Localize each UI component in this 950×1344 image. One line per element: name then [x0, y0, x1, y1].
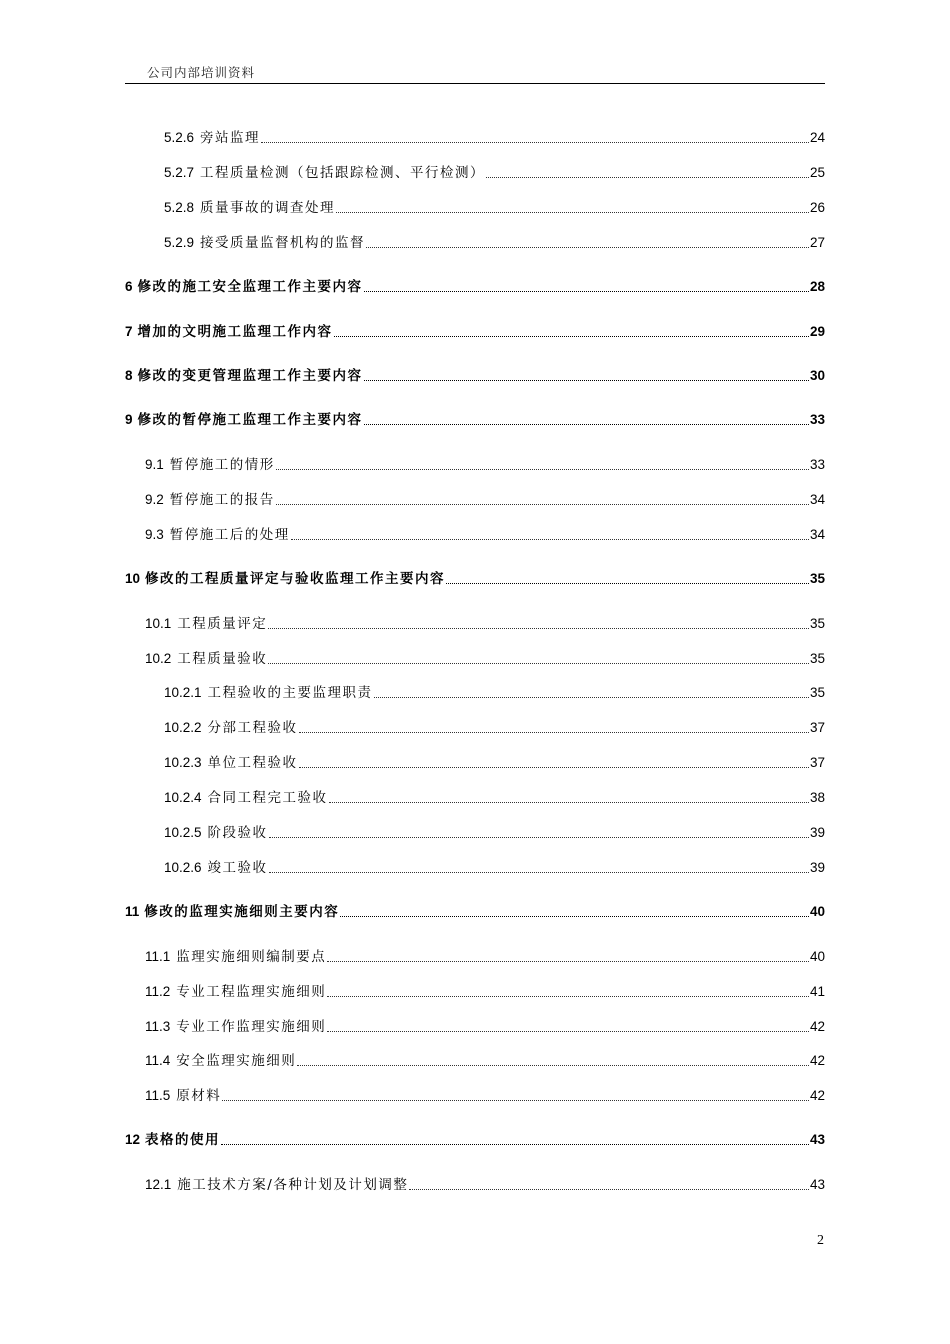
- toc-entry-number: 10.2.5: [164, 825, 202, 840]
- toc-dot-leader: [269, 871, 809, 873]
- toc-entry-number: 10: [125, 571, 141, 586]
- toc-entry-title: 质量事故的调查处理: [200, 200, 336, 216]
- toc-entry-number: 9.3: [145, 527, 164, 542]
- toc-entry[interactable]: [145, 1086, 825, 1106]
- toc-dot-leader: [409, 1188, 809, 1190]
- toc-entry-page: 42: [809, 1019, 825, 1034]
- toc-entry-page: 37: [809, 720, 825, 735]
- toc-entry-number: 10.2.6: [164, 860, 202, 875]
- toc-entry-title: 暂停施工的报告: [169, 492, 275, 508]
- toc-entry-number: 6: [125, 279, 133, 294]
- toc-entry-title: 修改的暂停施工监理工作主要内容: [137, 412, 363, 428]
- toc-entry[interactable]: [145, 614, 825, 634]
- toc-entry[interactable]: [125, 569, 825, 589]
- toc-entry-title: 监理实施细则编制要点: [176, 949, 327, 965]
- toc-entry-page: 39: [809, 860, 825, 875]
- toc-entry-number: 7: [125, 324, 133, 339]
- toc-entry-number: 12: [125, 1132, 141, 1147]
- toc-dot-leader: [222, 1099, 809, 1101]
- toc-dot-leader: [364, 379, 809, 381]
- toc-entry-page: 40: [809, 904, 825, 919]
- toc-entry[interactable]: [164, 163, 825, 183]
- toc-entry-number: 10.2.4: [164, 790, 202, 805]
- toc-entry[interactable]: [145, 1175, 825, 1195]
- toc-entry[interactable]: [164, 683, 825, 703]
- toc-entry[interactable]: [145, 455, 825, 475]
- toc-entry-page: 42: [809, 1053, 825, 1068]
- toc-entry[interactable]: [125, 322, 825, 342]
- toc-entry[interactable]: [145, 982, 825, 1002]
- toc-dot-leader: [334, 335, 809, 337]
- toc-entry-page: 24: [809, 130, 825, 145]
- toc-dot-leader: [291, 538, 809, 540]
- toc-dot-leader: [364, 290, 809, 292]
- toc-entry[interactable]: [125, 410, 825, 430]
- toc-entry-page: 43: [809, 1132, 825, 1147]
- toc-entry-number: 10.2.1: [164, 685, 202, 700]
- toc-entry-number: 10.2: [145, 651, 172, 666]
- toc-entry-title: 暂停施工后的处理: [169, 527, 290, 543]
- toc-entry-title: 工程质量评定: [177, 616, 268, 632]
- toc-entry-title: 工程验收的主要监理职责: [207, 685, 373, 701]
- toc-entry-page: 27: [809, 235, 825, 250]
- toc-entry-page: 33: [809, 412, 825, 427]
- toc-entry-number: 10.2.2: [164, 720, 202, 735]
- toc-entry-page: 35: [809, 571, 825, 586]
- toc-entry-title: 接受质量监督机构的监督: [200, 235, 366, 251]
- toc-entry-page: 34: [809, 492, 825, 507]
- toc-entry-page: 29: [809, 324, 825, 339]
- toc-entry-page: 35: [809, 685, 825, 700]
- toc-dot-leader: [261, 141, 809, 143]
- toc-entry-number: 11.1: [145, 949, 171, 964]
- page-number: 2: [817, 1233, 824, 1248]
- toc-dot-leader: [329, 801, 809, 803]
- toc-entry-number: 11.5: [145, 1088, 171, 1103]
- toc-entry-number: 5.2.8: [164, 200, 195, 215]
- toc-entry-title: 专业工作监理实施细则: [176, 1019, 327, 1035]
- toc-entry-title: 旁站监理: [200, 130, 261, 146]
- toc-entry-number: 11.3: [145, 1019, 171, 1034]
- toc-entry-title: 工程质量检测（包括跟踪检测、平行检测）: [200, 165, 486, 181]
- toc-dot-leader: [269, 836, 809, 838]
- toc-entry-number: 11: [125, 904, 140, 919]
- toc-entry-number: 5.2.7: [164, 165, 195, 180]
- toc-entry-page: 33: [809, 457, 825, 472]
- toc-dot-leader: [446, 582, 809, 584]
- toc-entry[interactable]: [145, 525, 825, 545]
- toc-entry-title: 单位工程验收: [207, 755, 298, 771]
- toc-dot-leader: [297, 1064, 809, 1066]
- toc-entry-title: 修改的监理实施细则主要内容: [144, 904, 340, 920]
- toc-entry[interactable]: [164, 233, 825, 253]
- toc-entry-number: 9.2: [145, 492, 164, 507]
- toc-dot-leader: [327, 1030, 809, 1032]
- toc-entry[interactable]: [164, 718, 825, 738]
- toc-entry-page: 41: [809, 984, 825, 999]
- toc-entry-title: 暂停施工的情形: [169, 457, 275, 473]
- toc-entry[interactable]: [164, 128, 825, 148]
- toc-entry-number: 9: [125, 412, 133, 427]
- toc-dot-leader: [374, 696, 809, 698]
- toc-entry-number: 8: [125, 368, 133, 383]
- toc-dot-leader: [268, 627, 809, 629]
- toc-entry-number: 9.1: [145, 457, 164, 472]
- toc-entry-page: 25: [809, 165, 825, 180]
- toc-entry-title: 工程质量验收: [177, 651, 268, 667]
- toc-entry-title: 表格的使用: [145, 1132, 221, 1148]
- toc-entry-title: 修改的工程质量评定与验收监理工作主要内容: [145, 571, 446, 587]
- toc-entry[interactable]: [145, 947, 825, 967]
- toc-entry-title: 专业工程监理实施细则: [176, 984, 327, 1000]
- toc-entry-page: 26: [809, 200, 825, 215]
- toc-dot-leader: [299, 766, 809, 768]
- header-text: 公司内部培训资料: [147, 65, 256, 80]
- toc-entry[interactable]: [164, 198, 825, 218]
- toc-entry-number: 5.2.6: [164, 130, 195, 145]
- toc-entry-title: 分部工程验收: [207, 720, 298, 736]
- toc-entry[interactable]: [164, 753, 825, 773]
- toc-entry-number: 10.2.3: [164, 755, 202, 770]
- toc-entry-page: 40: [809, 949, 825, 964]
- toc-dot-leader: [366, 246, 809, 248]
- toc-entry-page: 34: [809, 527, 825, 542]
- toc-entry-page: 35: [809, 616, 825, 631]
- toc-entry[interactable]: [145, 1017, 825, 1037]
- toc-entry[interactable]: [145, 649, 825, 669]
- toc-entry-title: 合同工程完工验收: [207, 790, 328, 806]
- toc-entry[interactable]: [145, 1051, 825, 1071]
- toc-entry-title: 增加的文明施工监理工作内容: [137, 324, 333, 340]
- toc-dot-leader: [486, 176, 809, 178]
- toc-entry-title: 竣工验收: [207, 860, 268, 876]
- toc-entry-title: 施工技术方案/各种计划及计划调整: [177, 1177, 409, 1193]
- toc-dot-leader: [276, 468, 809, 470]
- toc-entry-page: 38: [809, 790, 825, 805]
- toc-entry-number: 5.2.9: [164, 235, 195, 250]
- toc-entry-page: 43: [809, 1177, 825, 1192]
- toc-dot-leader: [268, 662, 809, 664]
- toc-entry[interactable]: [125, 1130, 825, 1150]
- toc-entry-page: 37: [809, 755, 825, 770]
- toc-entry-page: 35: [809, 651, 825, 666]
- toc-entry[interactable]: [125, 277, 825, 297]
- toc-entry-number: 11.4: [145, 1053, 171, 1068]
- toc-entry[interactable]: [164, 858, 825, 878]
- toc-entry[interactable]: [145, 490, 825, 510]
- toc-dot-leader: [327, 960, 809, 962]
- toc-entry[interactable]: [125, 902, 825, 922]
- toc-entry-title: 安全监理实施细则: [176, 1053, 297, 1069]
- toc-dot-leader: [327, 995, 809, 997]
- toc-dot-leader: [276, 503, 809, 505]
- toc-entry-number: 12.1: [145, 1177, 172, 1192]
- toc-entry-page: 42: [809, 1088, 825, 1103]
- toc-dot-leader: [221, 1143, 809, 1145]
- toc-entry-title: 原材料: [176, 1088, 222, 1104]
- toc-entry-page: 30: [809, 368, 825, 383]
- toc-entry[interactable]: [125, 366, 825, 386]
- toc-entry-page: 28: [809, 279, 825, 294]
- toc-entry-page: 39: [809, 825, 825, 840]
- toc-entry-number: 10.1: [145, 616, 172, 631]
- toc-dot-leader: [364, 423, 809, 425]
- toc-dot-leader: [299, 731, 809, 733]
- toc-entry[interactable]: [164, 823, 825, 843]
- toc-entry-number: 11.2: [145, 984, 171, 999]
- toc-dot-leader: [340, 915, 809, 917]
- toc-entry-title: 阶段验收: [207, 825, 268, 841]
- toc-entry-title: 修改的施工安全监理工作主要内容: [137, 279, 363, 295]
- toc-entry[interactable]: [164, 788, 825, 808]
- toc-dot-leader: [336, 211, 809, 213]
- toc-entry-title: 修改的变更管理监理工作主要内容: [137, 368, 363, 384]
